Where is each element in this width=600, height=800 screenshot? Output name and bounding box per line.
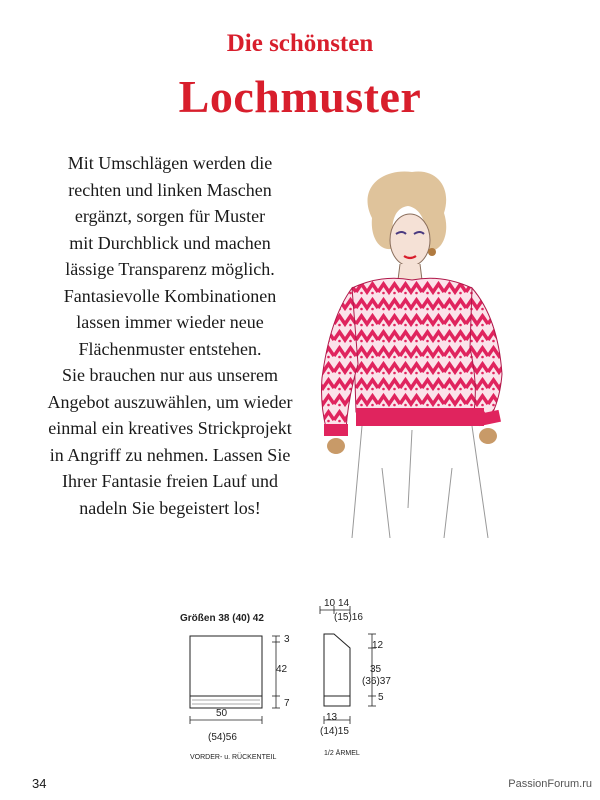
- sleeve-cap-measure: 12: [372, 640, 384, 651]
- intro-line: lässige Transparenz möglich.: [65, 259, 275, 279]
- body-bottom-measure: 7: [284, 698, 290, 709]
- page-number: 34: [32, 776, 47, 791]
- earring-shape: [428, 248, 436, 256]
- page-title: Lochmuster: [178, 71, 422, 122]
- intro-line: Angebot auszuwählen, um wieder: [47, 391, 293, 412]
- body-top-measure: 3: [284, 634, 290, 645]
- sleeve-bottom-measure: 13: [326, 712, 338, 723]
- sleeve-top-sizes: (15)16: [334, 612, 363, 623]
- sleeve-cuff-measure: 5: [378, 692, 384, 703]
- watermark: PassionForum.ru: [508, 778, 592, 790]
- body-piece-label: VORDER- u. RÜCKENTEIL: [190, 754, 277, 761]
- fashion-illustration: [312, 168, 592, 538]
- intro-line: Mit Umschlägen werden die: [67, 153, 273, 173]
- intro-line: lassen immer wieder neue: [76, 312, 264, 332]
- sleeve-label: 1/2 ÄRMEL: [324, 750, 360, 757]
- intro-line: einmal ein kreatives Strickprojekt: [48, 418, 292, 438]
- sleeve-top-a-measure: 10: [324, 598, 336, 609]
- left-cuff: [324, 424, 348, 436]
- sizes-label: Größen 38 (40) 42: [180, 613, 264, 624]
- sleeve-top-b-measure: 14: [338, 598, 350, 609]
- intro-line: mit Durchblick und machen: [69, 232, 271, 253]
- intro-paragraph: [20, 150, 320, 521]
- intro-line: nadeln Sie begeistert los!: [79, 497, 261, 518]
- body-piece-schematic: [180, 628, 300, 758]
- intro-line: Sie brauchen nur aus unserem: [62, 365, 278, 385]
- body-width-sizes: (54)56: [208, 732, 237, 743]
- sleeve-length-measure: 35: [370, 664, 382, 675]
- right-sleeve: [470, 288, 502, 418]
- sweater-hem-band: [356, 408, 484, 426]
- intro-line: in Angriff zu nehmen. Lassen Sie: [49, 444, 291, 465]
- intro-line: Flächenmuster entstehen.: [78, 338, 262, 359]
- left-sleeve: [322, 288, 359, 430]
- body-width-measure: 50: [216, 708, 228, 719]
- trousers-sketch: [352, 426, 488, 538]
- body-height-measure: 42: [276, 664, 288, 675]
- sweater-body: [352, 278, 482, 412]
- intro-line: Ihrer Fantasie freien Lauf und: [62, 471, 278, 491]
- page-subtitle: Die schönsten: [226, 30, 374, 57]
- sleeve-bottom-sizes: (14)15: [320, 726, 349, 737]
- intro-line: Fantasievolle Kombinationen: [63, 285, 277, 306]
- intro-line: rechten und linken Maschen: [68, 179, 272, 200]
- intro-line: ergänzt, sorgen für Muster: [74, 206, 266, 226]
- sleeve-length-sizes: (36)37: [362, 676, 391, 687]
